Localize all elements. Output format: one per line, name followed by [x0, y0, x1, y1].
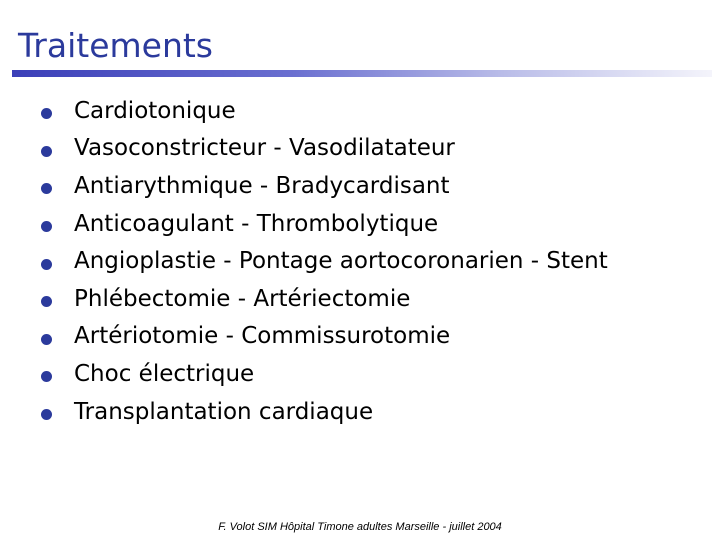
slide-footer: F. Volot SIM Hôpital Timone adultes Marseille - juillet 2004 — [218, 521, 502, 533]
bullet-text: Choc électrique — [74, 360, 255, 387]
bullet-dot-icon — [41, 221, 52, 232]
bullet-dot-icon — [41, 146, 52, 157]
bullet-dot-icon — [41, 108, 52, 119]
slide-title: Traitements — [18, 26, 214, 65]
bullet-list — [41, 92, 608, 430]
bullet-text: Transplantation cardiaque — [74, 398, 374, 425]
bullet-dot-icon — [41, 334, 52, 345]
bullet-item — [41, 167, 608, 205]
bullet-text: Antiarythmique - Bradycardisant — [74, 172, 450, 199]
bullet-dot-icon — [41, 259, 52, 270]
bullet-text: Angioplastie - Pontage aortocoronarien - Stent — [74, 248, 608, 275]
bullet-item — [41, 280, 608, 318]
bullet-item — [41, 242, 608, 280]
bullet-item — [41, 205, 608, 243]
bullet-text: Anticoagulant - Thrombolytique — [74, 210, 439, 237]
bullet-text: Cardiotonique — [74, 97, 236, 124]
bullet-item — [41, 318, 608, 356]
bullet-item — [41, 130, 608, 168]
bullet-item — [41, 355, 608, 393]
bullet-text: Artériotomie - Commissurotomie — [74, 323, 451, 350]
bullet-item — [41, 92, 608, 130]
title-underline — [12, 70, 712, 77]
bullet-dot-icon — [41, 296, 52, 307]
bullet-dot-icon — [41, 409, 52, 420]
bullet-text: Vasoconstricteur - Vasodilatateur — [74, 135, 455, 162]
bullet-dot-icon — [41, 183, 52, 194]
bullet-item — [41, 393, 608, 431]
bullet-dot-icon — [41, 371, 52, 382]
bullet-text: Phlébectomie - Artériectomie — [74, 285, 411, 312]
